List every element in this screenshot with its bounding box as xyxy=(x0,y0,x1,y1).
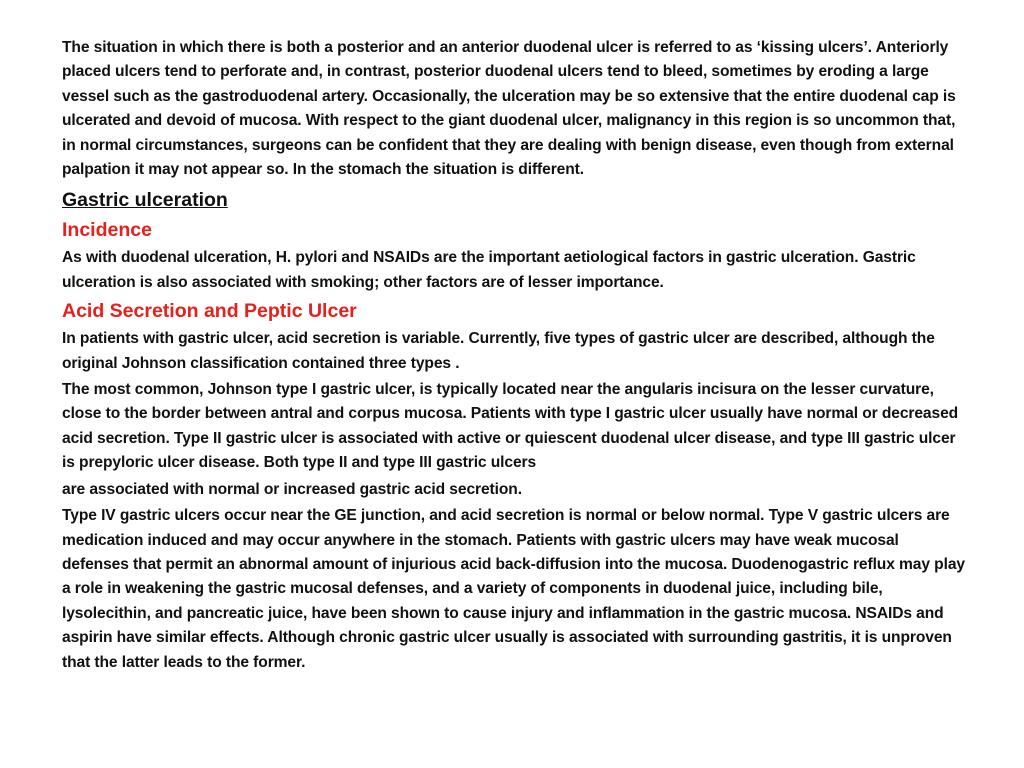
section-title: Gastric ulceration xyxy=(62,189,228,212)
acid-secretion-paragraph-4: Type IV gastric ulcers occur near the GE junction, and acid secretion is normal or below normal. Type V gastric ulcers are medication induced and may occur anywhere in the stomach. Patients with gastric ulcers may have weak mucosal defenses that permit an abnormal amount of injurious acid back-diffusion into the mucosa. Duodenogastric reflux may play a role in weakening the gastric mucosal defenses, and a variety of components in duodenal juice, including bile, lysolecithin, and pancreatic juice, have been shown to cause injury and inflammation in the gastric mucosa. NSAIDs and aspirin have similar effects. Although chronic gastric ulcer usually is associated with surrounding gastritis, it is unproven that the latter leads to the former. xyxy=(62,507,965,671)
acid-secretion-paragraph-1: In patients with gastric ulcer, acid secretion is variable. Currently, five types of gastric ulcer are described, although the original Johnson classification contained three types . xyxy=(62,330,935,372)
acid-secretion-paragraph-3: are associated with normal or increased gastric acid secretion. xyxy=(62,480,522,498)
incidence-heading: Incidence xyxy=(62,219,152,242)
acid-secretion-heading: Acid Secretion and Peptic Ulcer xyxy=(62,300,357,323)
incidence-paragraph: As with duodenal ulceration, H. pylori and NSAIDs are the important aetiological factors in gastric ulceration. Gastric ulceration is also associated with smoking; other factors are of lesser importance. xyxy=(62,249,916,291)
intro-paragraph: The situation in which there is both a posterior and an anterior duodenal ulcer is referred to as ‘kissing ulcers’. Anteriorly placed ulcers tend to perforate and, in contrast, posterior duodenal ulcers tend to bleed, sometimes by eroding a large vessel such as the gastroduodenal artery. Occasionally, the ulceration may be so extensive that the entire duodenal cap is ulcerated and devoid of mucosa. With respect to the giant duodenal ulcer, malignancy in this region is so uncommon that, in normal circumstances, surgeons can be confident that they are dealing with benign disease, even though from external palpation it may not appear so. In the stomach the situation is different. xyxy=(62,39,956,179)
acid-secretion-paragraph-2: The most common, Johnson type I gastric ulcer, is typically located near the angularis incisura on the lesser curvature, close to the border between antral and corpus mucosa. Patients with type I gastric ulcer usually have normal or decreased acid secretion. Type II gastric ulcer is associated with active or quiescent duodenal ulcer disease, and type III gastric ulcer is prepyloric ulcer disease. Both type II and type III gastric ulcers xyxy=(62,381,959,472)
